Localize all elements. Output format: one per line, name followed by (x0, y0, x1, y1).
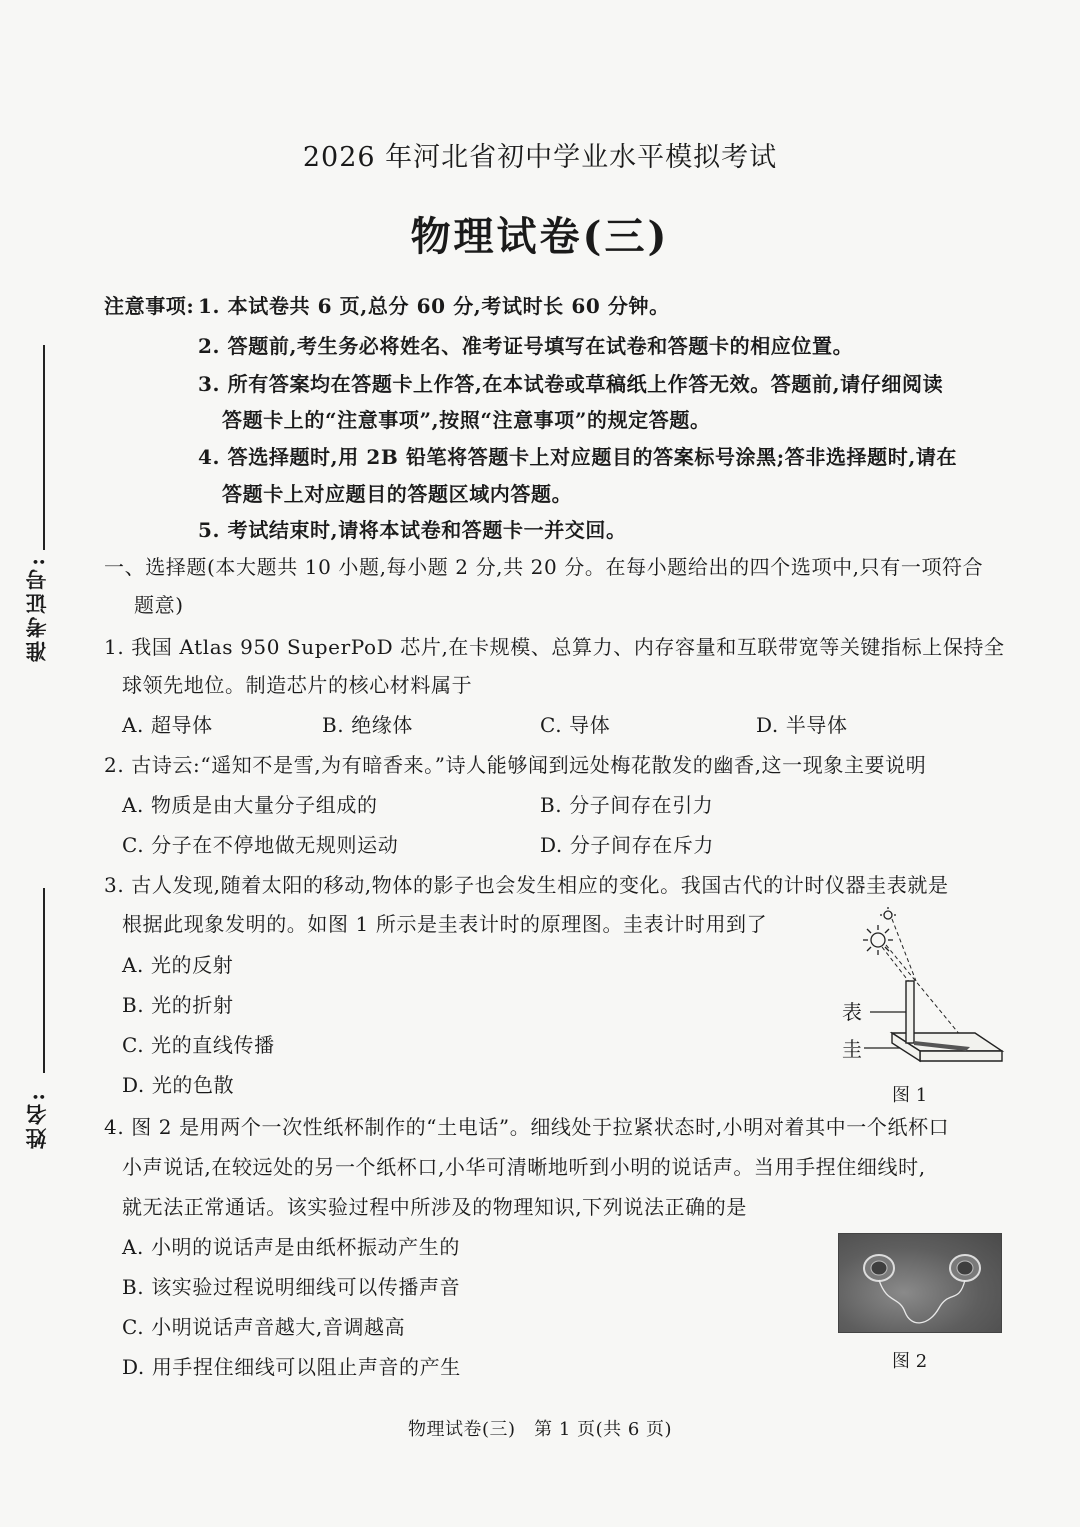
note-5: 5. 考试结束时,请将本试卷和答题卡一并交回。 (198, 518, 627, 542)
note-2: 2. 答题前,考生务必将姓名、准考证号填写在试卷和答题卡的相应位置。 (198, 334, 854, 358)
note-1: 1. 本试卷共 6 页,总分 60 分,考试时长 60 分钟。 (198, 294, 670, 318)
exam-title: 2026 年河北省初中学业水平模拟考试 (302, 142, 778, 173)
q2-option-b: B. 分子间存在引力 (540, 793, 714, 817)
name-label: 姓名: (24, 1090, 49, 1149)
q4-stem-cont-2: 就无法正常通话。该实验过程中所涉及的物理知识,下列说法正确的是 (122, 1195, 747, 1219)
paper-cup-left (864, 1255, 894, 1281)
name-line (43, 888, 45, 1073)
figure-1-label-biao: 表 (842, 1000, 863, 1024)
q1-stem: 1. 我国 Atlas 950 SuperPoD 芯片,在卡规模、总算力、内存容量和互联带宽等关键指标上保持全 (104, 635, 1005, 659)
q2-option-d: D. 分子间存在斥力 (540, 833, 715, 857)
note-3b: 答题卡上的“注意事项”,按照“注意事项”的规定答题。 (222, 408, 711, 432)
q4-option-a: A. 小明的说话声是由纸杯振动产生的 (122, 1235, 460, 1259)
q4-option-d: D. 用手捏住细线可以阻止声音的产生 (122, 1355, 461, 1379)
q2-option-c: C. 分子在不停地做无规则运动 (122, 833, 399, 857)
exam-number-label: 准考证号: (24, 555, 49, 662)
note-3a: 3. 所有答案均在答题卡上作答,在本试卷或草稿纸上作答无效。答题前,请仔细阅读 (198, 372, 944, 396)
q3-stem: 3. 古人发现,随着太阳的移动,物体的影子也会发生相应的变化。我国古代的计时仪器圭表就是 (104, 873, 949, 897)
q3-option-d: D. 光的色散 (122, 1073, 235, 1097)
paper-title: 物理试卷(三) (410, 213, 670, 260)
notes-label: 注意事项: (104, 294, 195, 318)
section-1-heading: 一、选择题(本大题共 10 小题,每小题 2 分,共 20 分。在每小题给出的四个选项中,只有一项符合 (104, 555, 984, 579)
sun-icon (863, 907, 896, 955)
q2-option-a: A. 物质是由大量分子组成的 (122, 793, 378, 817)
page-footer: 物理试卷(三) 第 1 页(共 6 页) (407, 1419, 673, 1440)
q4-stem: 4. 图 2 是用两个一次性纸杯制作的“土电话”。细线处于拉紧状态时,小明对着其中一个纸杯口 (104, 1115, 950, 1139)
q3-option-c: C. 光的直线传播 (122, 1033, 275, 1057)
figure-2-paper-cup-phone-photo (838, 1233, 1002, 1333)
q4-option-c: C. 小明说话声音越大,音调越高 (122, 1315, 406, 1339)
note-4b: 答题卡上对应题目的答题区域内答题。 (222, 482, 573, 506)
figure-2-caption: 图 2 (892, 1351, 928, 1372)
q2-stem: 2. 古诗云:“遥知不是雪,为有暗香来。”诗人能够闻到远处梅花散发的幽香,这一现象主要说明 (104, 753, 927, 777)
q3-option-a: A. 光的反射 (122, 953, 234, 977)
section-1-heading-cont: 题意) (134, 593, 184, 617)
q1-stem-cont: 球领先地位。制造芯片的核心材料属于 (122, 673, 473, 697)
paper-cup-right (950, 1255, 980, 1281)
q1-option-c: C. 导体 (540, 713, 611, 737)
q3-stem-cont: 根据此现象发明的。如图 1 所示是圭表计时的原理图。圭表计时用到了 (122, 912, 768, 936)
q4-stem-cont-1: 小声说话,在较远处的另一个纸杯口,小华可清晰地听到小明的说话声。当用手捏住细线时, (122, 1155, 926, 1179)
string (879, 1280, 965, 1323)
exam-number-line (43, 345, 45, 550)
figure-1-label-gui: 圭 (842, 1037, 863, 1061)
q1-option-d: D. 半导体 (756, 713, 848, 737)
q3-option-b: B. 光的折射 (122, 993, 234, 1017)
figure-1-caption: 图 1 (892, 1085, 928, 1106)
q1-option-a: A. 超导体 (122, 713, 213, 737)
q1-option-b: B. 绝缘体 (322, 713, 414, 737)
q4-option-b: B. 该实验过程说明细线可以传播声音 (122, 1275, 461, 1299)
note-4a: 4. 答选择题时,用 2B 铅笔将答题卡上对应题目的答案标号涂黑;答非选择题时,请在 (198, 445, 958, 469)
